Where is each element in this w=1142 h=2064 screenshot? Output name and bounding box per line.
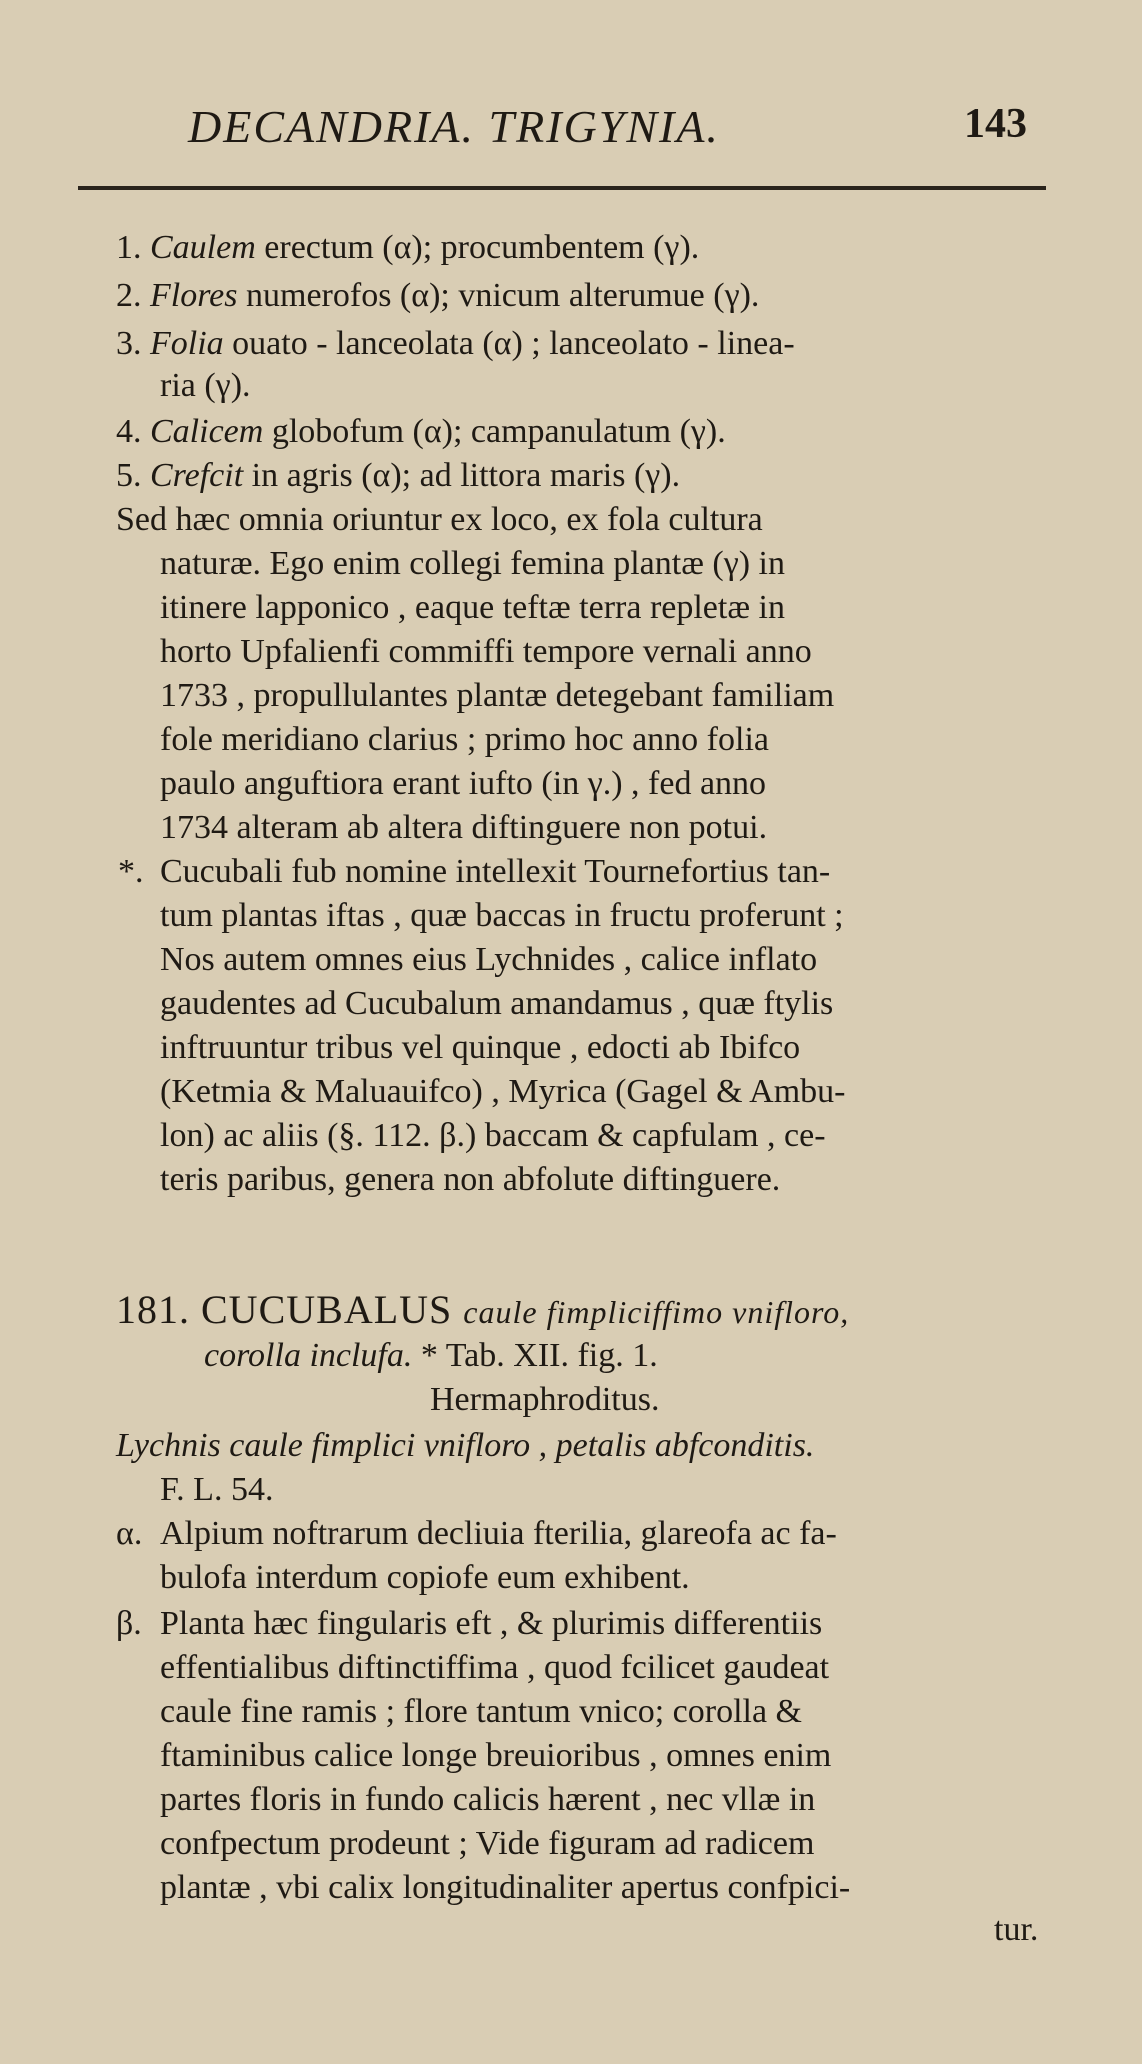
beta-line: ftaminibus calice longe breuioribus , omnes enim bbox=[160, 1737, 832, 1774]
beta-line: caule fine ramis ; flore tantum vnico; corolla & bbox=[160, 1693, 802, 1730]
running-head bbox=[0, 94, 1142, 154]
note-text: in agris (α); ad littora maris (γ). bbox=[243, 457, 681, 494]
alpha-mark: α. bbox=[116, 1515, 143, 1552]
star-note-line: (Ketmia & Maluauifco) , Myrica (Gagel & Ambu- bbox=[160, 1073, 846, 1110]
note-number: 4. bbox=[116, 413, 142, 450]
synonym-reference: F. L. 54. bbox=[160, 1471, 274, 1508]
diagnosis-line-2 bbox=[204, 1336, 658, 1376]
star-note-mark: *. bbox=[118, 853, 144, 890]
note-keyword: Flores bbox=[150, 277, 238, 314]
note-3-continuation: ria (γ). bbox=[160, 367, 251, 404]
diagnosis-text: corolla inclufa. bbox=[204, 1337, 413, 1374]
star-note-line: Cucubali fub nomine intellexit Tournefortius tan- bbox=[160, 853, 831, 890]
alpha-line: Alpium noftrarum decliuia fterilia, glareofa ac fa- bbox=[160, 1515, 837, 1552]
star-note-line: lon) ac aliis (§. 112. β.) baccam & capfulam , ce- bbox=[160, 1117, 826, 1154]
note-keyword: Caulem bbox=[150, 229, 256, 266]
star-note-line: tum plantas iftas , quæ baccas in fructu proferunt ; bbox=[160, 897, 844, 934]
sed-line: itinere lapponico , eaque teftæ terra repletæ in bbox=[160, 589, 785, 626]
plate-reference: * Tab. XII. fig. 1. bbox=[420, 1337, 658, 1374]
alpha-line: bulofa interdum copiofe eum exhibent. bbox=[160, 1559, 690, 1596]
beta-mark: β. bbox=[116, 1605, 142, 1642]
beta-line: confpectum prodeunt ; Vide figuram ad radicem bbox=[160, 1825, 815, 1862]
running-head-title: DECANDRIA. TRIGYNIA. bbox=[188, 101, 720, 152]
star-note-line: teris paribus, genera non abfolute diftinguere. bbox=[160, 1161, 781, 1198]
note-4 bbox=[116, 412, 726, 452]
entry-heading bbox=[116, 1287, 850, 1332]
entry-number: 181. bbox=[116, 1287, 190, 1332]
beta-line: Planta hæc fingularis eft , & plurimis differentiis bbox=[160, 1605, 823, 1642]
note-keyword: Crefcit bbox=[150, 457, 244, 494]
note-2 bbox=[116, 276, 759, 316]
synonym bbox=[116, 1426, 814, 1466]
genus-name: CUCUBALUS bbox=[201, 1287, 453, 1332]
sed-line: 1734 alteram ab altera diftinguere non potui. bbox=[160, 809, 768, 846]
synonym-text: Lychnis caule fimplici vnifloro , petalis abfconditis. bbox=[116, 1427, 815, 1464]
page-number: 143 bbox=[964, 101, 1027, 147]
header-rule bbox=[78, 186, 1046, 190]
star-note-line: Nos autem omnes eius Lychnides , calice inflato bbox=[160, 941, 818, 978]
note-1 bbox=[116, 228, 699, 268]
beta-line: plantæ , vbi calix longitudinaliter apertus confpici- bbox=[160, 1869, 851, 1906]
note-number: 1. bbox=[116, 229, 142, 266]
note-number: 2. bbox=[116, 277, 142, 314]
sed-line: paulo anguftiora erant iufto (in γ.) , fed anno bbox=[160, 765, 767, 802]
sed-line: horto Upfalienfi commiffi tempore vernali anno bbox=[160, 633, 812, 670]
note-keyword: Calicem bbox=[150, 413, 264, 450]
note-text: ouato - lanceolata (α) ; lanceolato - linea- bbox=[223, 325, 795, 362]
note-text: erectum (α); procumbentem (γ). bbox=[255, 229, 700, 266]
sed-line: fole meridiano clarius ; primo hoc anno folia bbox=[160, 721, 769, 758]
beta-line: tur. bbox=[994, 1911, 1039, 1948]
sexual-system: Hermaphroditus. bbox=[430, 1381, 660, 1418]
note-keyword: Folia bbox=[150, 325, 224, 362]
beta-line: effentialibus diftinctiffima , quod fcilicet gaudeat bbox=[160, 1649, 830, 1686]
note-number: 3. bbox=[116, 325, 142, 362]
star-note-line: gaudentes ad Cucubalum amandamus , quæ ftylis bbox=[160, 985, 834, 1022]
star-note-line: inftruuntur tribus vel quinque , edocti ab Ibifco bbox=[160, 1029, 801, 1066]
note-text: numerofos (α); vnicum alterumue (γ). bbox=[237, 277, 760, 314]
note-3 bbox=[116, 324, 795, 364]
note-text: globofum (α); campanulatum (γ). bbox=[263, 413, 726, 450]
diagnosis-line-1: caule fimpliciffimo vnifloro, bbox=[463, 1294, 850, 1330]
sed-line: 1733 , propullulantes plantæ detegebant familiam bbox=[160, 677, 835, 714]
beta-line: partes floris in fundo calicis hærent , nec vllæ in bbox=[160, 1781, 816, 1818]
note-number: 5. bbox=[116, 457, 142, 494]
sed-line: naturæ. Ego enim collegi femina plantæ (γ) in bbox=[160, 545, 785, 582]
note-5 bbox=[116, 456, 680, 496]
sed-line: Sed hæc omnia oriuntur ex loco, ex fola cultura bbox=[116, 501, 763, 538]
